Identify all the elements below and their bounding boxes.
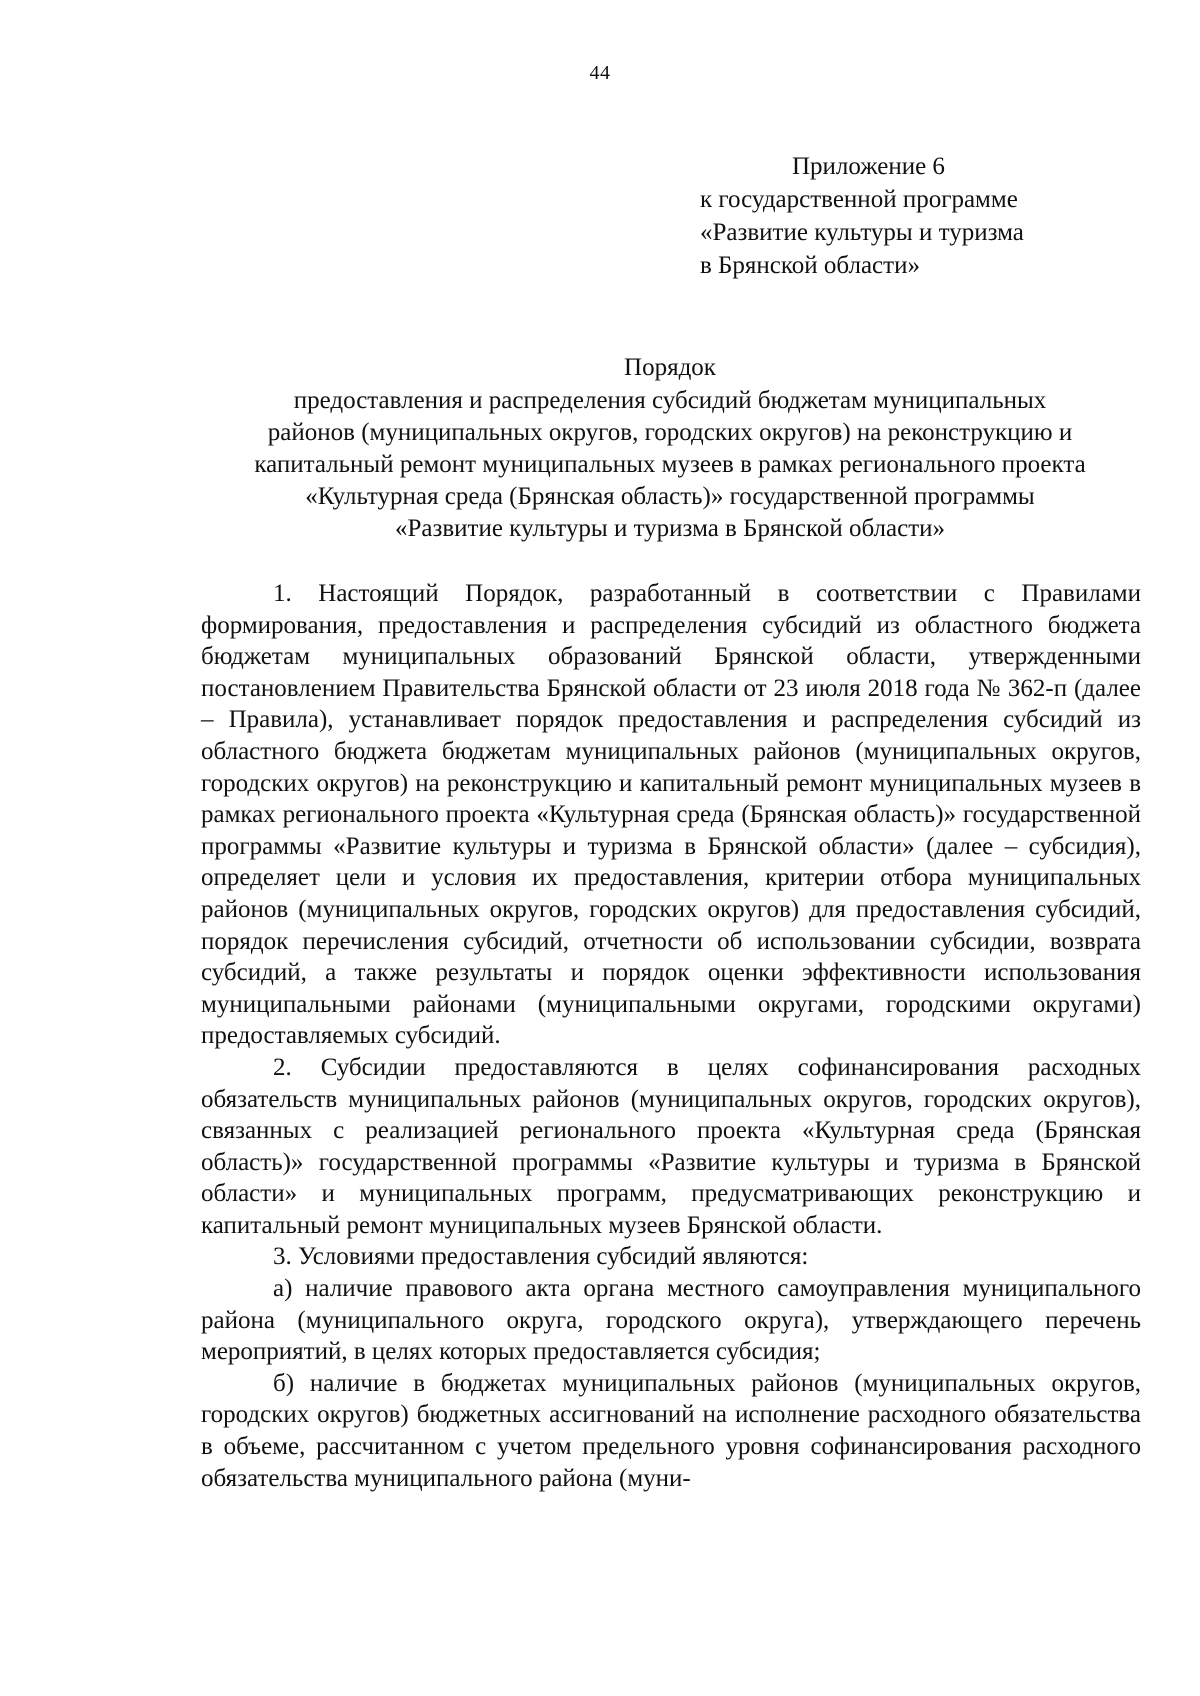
paragraph-3b: б) наличие в бюджетах муниципальных районов (муниципальных округов, городских округов) бюджетных ассигнований на исполнение расходного обязательства в объеме, рассчитанном с учетом предельного уровня софинансирования расходного обязательства муниципального района (муни- [201, 1369, 1141, 1492]
appendix-heading [700, 150, 1140, 282]
paragraph-3: 3. Условиями предоставления субсидий являются: [273, 1243, 809, 1271]
paragraph-3a: а) наличие правового акта органа местного самоуправления муниципального района (муниципального округа, городского округа), утверждающего перечень мероприятий, в целях которых предоставляется субсидия; [201, 1275, 1141, 1366]
paragraph-1: 1. Настоящий Порядок, разработанный в соответствии с Правилами формирования, предоставления и распределения субсидий из областного бюджета бюджетам муниципальных образований Брянской области, утвержденными постановлением Правительства Брянской области от 23 июля 2018 года № 362-п (далее – Правила), устанавливает порядок предоставления и распределения субсидий из областного бюджета бюджетам муниципальных районов (муниципальных округов, городских округов) на реконструкцию и капитальный ремонт муниципальных музеев в рамках регионального проекта «Культурная среда (Брянская область)» государственной программы «Развитие культуры и туризма в Брянской области» (далее – субсидия), определяет цели и условия их предоставления, критерии отбора муниципальных районов (муниципальных округов, городских округов) для предоставления субсидий, порядок перечисления субсидий, отчетности об использовании субсидии, возврата субсидий, а также результаты и порядок оценки эффективности использования муниципальными районами (муниципальными округами, городскими округами) предоставляемых субсидий. [201, 580, 1141, 1050]
title-line: «Культурная среда (Брянская область)» государственной программы [305, 483, 1035, 510]
appendix-line: «Развитие культуры и туризма [700, 219, 1024, 246]
appendix-line: Приложение 6 [792, 153, 945, 180]
title-line: районов (муниципальных округов, городских округов) на реконструкцию и [267, 419, 1073, 446]
paragraph-2: 2. Субсидии предоставляются в целях софинансирования расходных обязательств муниципальных районов (муниципальных округов, городских округов), связанных с реализацией регионального проекта «Культурная среда (Брянская область)» государственной программы «Развитие культуры и туризма в Брянской области» и муниципальных программ, предусматривающих реконструкцию и капитальный ремонт муниципальных музеев Брянской области. [201, 1053, 1141, 1239]
page-number: 44 [589, 62, 611, 84]
document-body [201, 578, 1141, 1494]
appendix-line: к государственной программе [700, 186, 1018, 213]
title-line: «Развитие культуры и туризма в Брянской области» [394, 515, 946, 542]
title-line: капитальный ремонт муниципальных музеев в рамках регионального проекта [254, 451, 1086, 478]
title-line: предоставления и распределения субсидий бюджетам муниципальных [293, 387, 1047, 414]
document-title [195, 352, 1145, 545]
title-heading: Порядок [624, 354, 716, 381]
appendix-line: в Брянской области» [700, 252, 920, 279]
